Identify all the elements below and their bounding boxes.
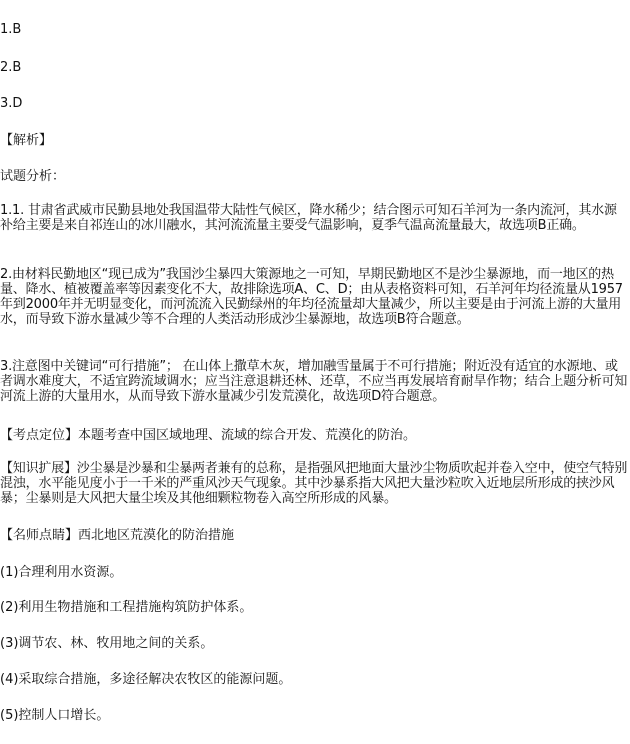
mingshi-heading: 【名师点睛】西北地区荒漠化的防治措施 — [0, 528, 235, 543]
measure-item: (3)调节农、林、牧用地之间的关系。 — [0, 636, 214, 651]
kaodian-note: 【考点定位】本题考查中国区域地理、流域的综合开发、荒漠化的防治。 — [0, 428, 417, 443]
knowledge-extension: 【知识扩展】沙尘暴是沙暴和尘暴两者兼有的总称，是指强风把地面大量沙尘物质吹起并卷入空中，使空气特别混浊，水平能见度小于一千米的严重风沙天气现象。其中沙暴系指大风把大量沙粒吹入近地层所形成的挟沙风暴；尘暴则是大风把大量尘埃及其他细颗粒物卷入高空所形成的风暴。 — [0, 461, 628, 506]
answer-2: 2.B — [0, 60, 22, 75]
measure-item: (5)控制人口增长。 — [0, 708, 110, 723]
answer-1: 1.B — [0, 22, 22, 37]
answer-3: 3.D — [0, 96, 23, 111]
measure-item: (2)利用生物措施和工程措施构筑防护体系。 — [0, 600, 253, 615]
explanation-1: 1.1. 甘肃省武威市民勤县地处我国温带大陆性气候区，降水稀少；结合图示可知石羊河为一条内流河，其水源补给主要是来自祁连山的冰川融水，其河流流量主要受气温影响，夏季气温高流量最大，故选项B正确。 — [0, 203, 617, 233]
analysis-heading: 【解析】 — [0, 133, 53, 148]
explanation-3: 3.注意图中关键词“可行措施”； 在山体上撒草木灰，增加融雪量属于不可行措施；附近没有适宜的水源地、或者调水难度大，不适宜跨流域调水；应当注意退耕还林、还草，不应当再发展培育耐旱作物；结合上题分析可知河流上游的大量用水，从而导致下游水量减少引发荒漠化，故选项D符合题意。 — [0, 359, 628, 404]
measure-item: (4)采取综合措施，多途径解决农牧区的能源问题。 — [0, 672, 292, 687]
measure-item: (1)合理利用水资源。 — [0, 565, 123, 580]
analysis-intro: 试题分析： — [0, 169, 66, 184]
explanation-2: 2.由材料民勤地区“现已成为”我国沙尘暴四大策源地之一可知，早期民勤地区不是沙尘暴源地，而一地区的热量、降水、植被覆盖率等因素变化不大，故排除选项A、C、D；由从表格资料可知，石羊河年均径流量从1957年到2000年并无明显变化，而河流流入民勤绿州的年均径流量却大量减少，所以主要是由于河流上游的大量用水，而导致下游水量减少等不合理的人类活动形成沙尘暴源地，故选项B符合题意。 — [0, 267, 623, 327]
